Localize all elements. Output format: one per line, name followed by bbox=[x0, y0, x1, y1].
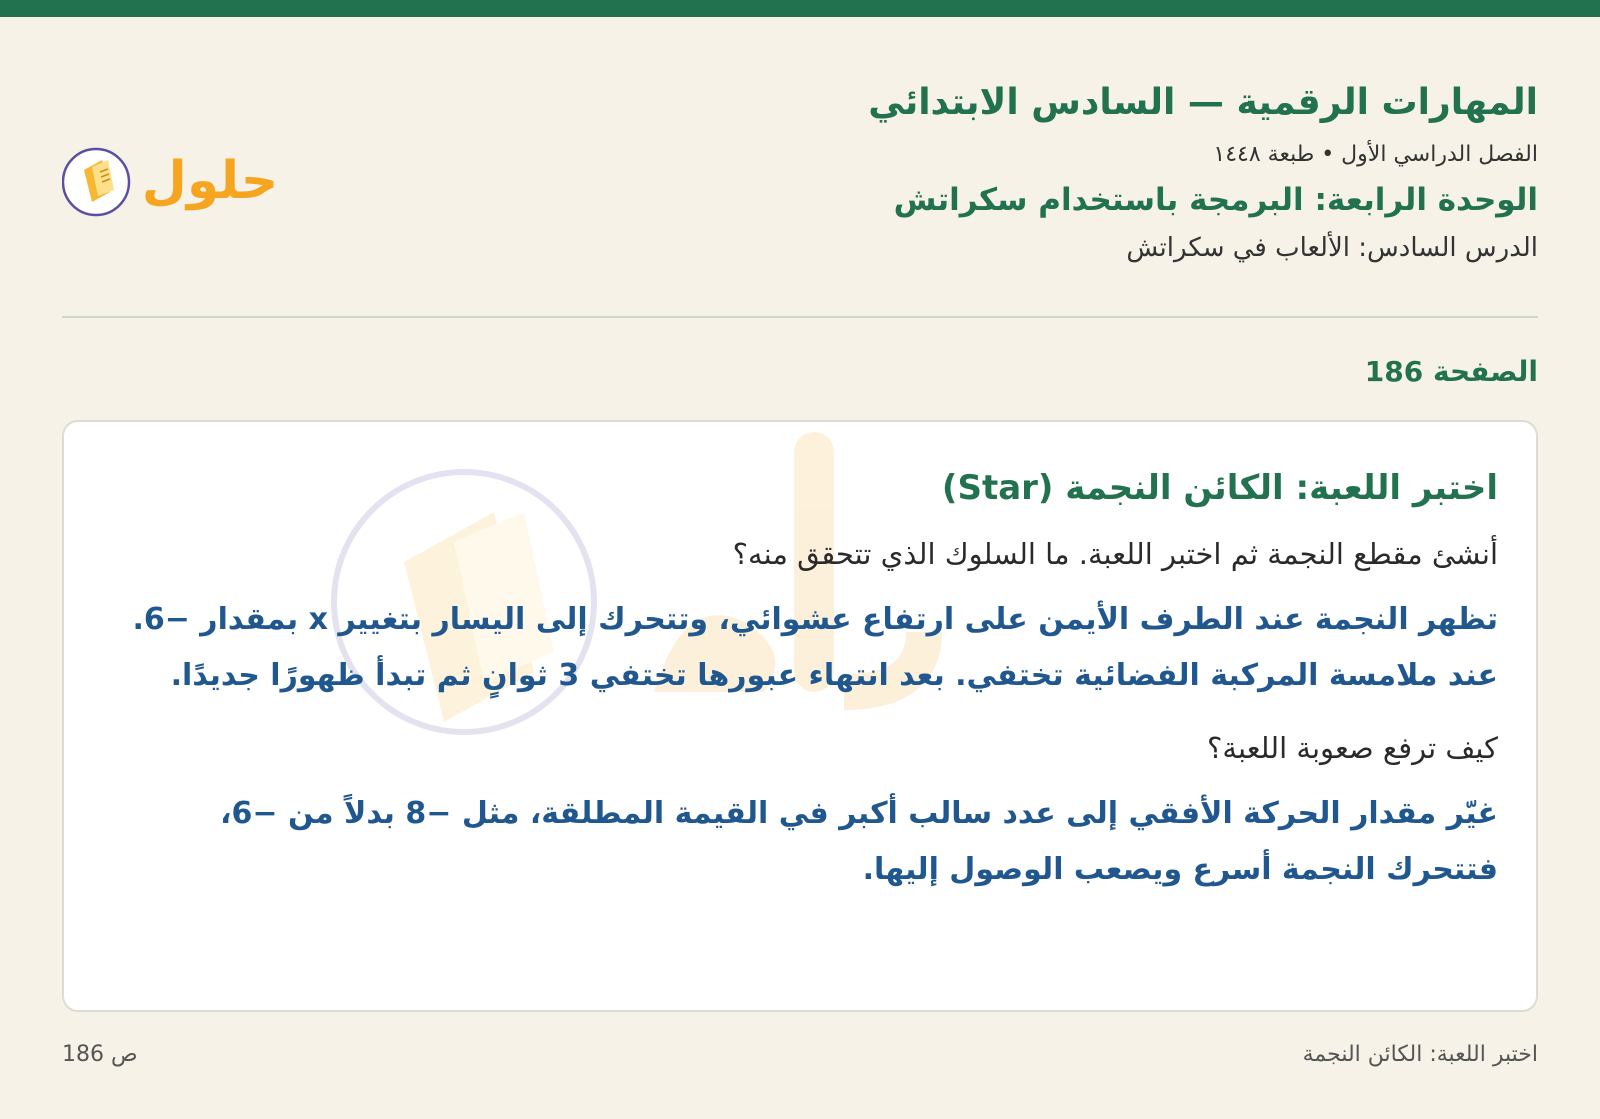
exercise-card bbox=[62, 420, 1538, 1012]
unit-title: الوحدة الرابعة: البرمجة باستخدام سكراتش bbox=[893, 182, 1538, 218]
question-1: أنشئ مقطع النجمة ثم اختبر اللعبة. ما السلوك الذي تتحقق منه؟ bbox=[732, 537, 1498, 571]
lesson-title: الدرس السادس: الألعاب في سكراتش bbox=[1126, 233, 1538, 263]
hulul-logo bbox=[62, 132, 282, 222]
exercise-title: اختبر اللعبة: الكائن النجمة (Star) bbox=[941, 468, 1498, 508]
header-divider bbox=[62, 316, 1538, 318]
answer-1: تظهر النجمة عند الطرف الأيمن على ارتفاع عشوائي، وتتحرك إلى اليسار بتغيير x بمقدار −6. عند ملامسة المركبة الفضائية تختفي. بعد انتهاء عبورها تختفي 3 ثوانٍ ثم تبدأ ظهورًا جديدًا. bbox=[132, 602, 1498, 693]
answer-2: غيّر مقدار الحركة الأفقي إلى عدد سالب أكبر في القيمة المطلقة، مثل −8 بدلاً من −6، فتتحرك النجمة أسرع ويصعب الوصول إليها. bbox=[220, 796, 1498, 887]
logo-wordmark: حلول bbox=[141, 151, 279, 211]
page-number-heading: الصفحة 186 bbox=[1364, 355, 1538, 388]
question-2: كيف ترفع صعوبة اللعبة؟ bbox=[1207, 731, 1498, 765]
header-text bbox=[868, 76, 1538, 268]
book-meta: الفصل الدراسي الأول • طبعة ١٤٤٨ bbox=[1213, 142, 1538, 167]
footer-section-title: اختبر اللعبة: الكائن النجمة bbox=[1302, 1042, 1538, 1067]
footer-page-number: ص 186 bbox=[62, 1042, 138, 1067]
page-header bbox=[62, 76, 1538, 316]
card-body bbox=[124, 462, 1498, 920]
top-accent-bar bbox=[0, 0, 1600, 17]
book-title: المهارات الرقمية — السادس الابتدائي bbox=[868, 82, 1538, 123]
